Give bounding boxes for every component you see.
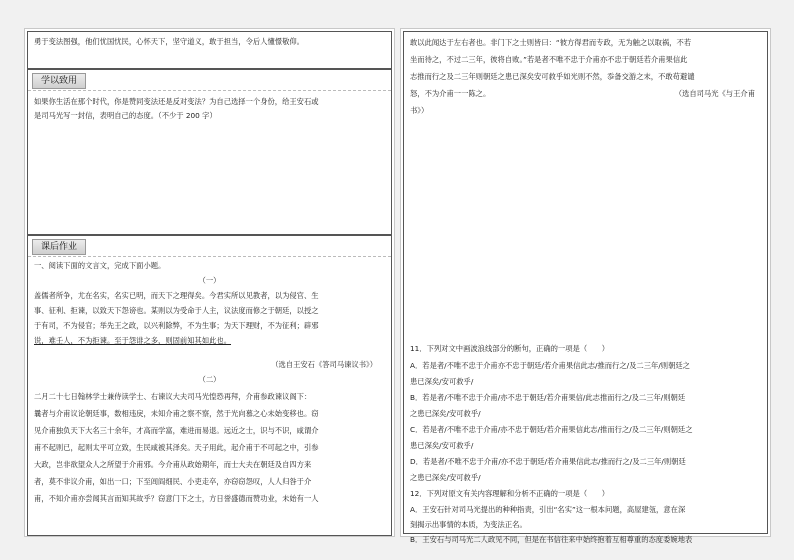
intro-box	[27, 31, 392, 69]
question-12-option[interactable]: B．王安石与司马光二人政见不同，但是在书信往来中始终抱着互相尊重的态度委婉地表	[410, 535, 693, 544]
passage1-source: （选自王安石《答司马谏议书》）	[271, 360, 377, 369]
apply-line: 如果你生活在那个时代，你是赞同变法还是反对变法？为自己选择一个身份，给王安石或	[34, 97, 319, 106]
question-11-option[interactable]: D．若是者/不唯不忠于介甫/亦不忠于朝廷/若介甫果信此志/推而行之/及二三年/则朝廷	[410, 457, 686, 466]
passage2-line: 坐而待之，不过二三年，彼将自败。”若是者不唯不忠于介甫亦不忠于朝廷若介甫果信此	[410, 55, 688, 64]
passage1-line: 说，难壬人，不为拒谏。至于怨诽之多，则固前知其如此也。	[34, 336, 232, 345]
intro-line: 勇于变法图强，他们忧国忧民，心怀天下，坚守道义，敢于担当，令后人懂憬敬仰。	[34, 37, 304, 46]
passage2-line: 怒，不为介甫一一陈之。	[410, 89, 491, 98]
left-page	[24, 28, 395, 537]
passage2-source-end: 书》）	[410, 106, 429, 115]
passage2-line: 见介甫独负天下大名三十余年，才高而学富，难进而易退。远近之士，识与不识，咸谓介	[34, 426, 319, 435]
passage2-line: 曩者与介甫议论朝廷事，数相违戾，未知介甫之察不察，然于光向慕之心未始变移也。窃	[34, 409, 319, 418]
homework-section-title: 课后作业	[32, 239, 86, 255]
question-11-option: 患已深矣/安可救乎/	[410, 377, 474, 386]
question-11-option: 之患已深矣/安可救乎/	[410, 409, 481, 418]
question-11-option[interactable]: B．若是者/不唯不忠于介甫/亦不忠于朝廷/若介甫果信/此志推而行之/及二三年/则朝廷	[410, 393, 686, 402]
passage2-source: （选自司马光《与王介甫	[674, 89, 755, 98]
question-12-stem: 12．下列对原文有关内容理解和分析不正确的一项是（ ）	[410, 489, 610, 498]
apply-line: 是司马光写一封信，表明自己的态度。（不少于 200 字）	[34, 111, 217, 120]
apply-section	[27, 69, 392, 235]
passage2-line: 甫不起则已，起则太平可立致，生民咸被其泽矣。天子用此，起介甫于不可起之中，引参	[34, 443, 319, 452]
passage1-line: 盖儒者所争，尤在名实，名实已明，而天下之理得矣。今君实所以见教者，以为侵官、生	[34, 291, 319, 300]
passage2-line: 者，莫不非议介甫，如出一口；下至闾阎细民、小吏走卒，亦窃窃怨叹，人人归咎于介	[34, 477, 312, 486]
right-content-box	[403, 31, 768, 544]
divider	[28, 90, 391, 91]
homework-section	[27, 235, 392, 536]
passage2-line: 大政，岂非欲望众人之所望于介甫邪。今介甫从政始期年，而士大夫在朝廷及自四方来	[34, 460, 312, 469]
question-11-option: 之患已深矣/安可救乎/	[410, 473, 481, 482]
question-11-option[interactable]: A．若是者/不唯不忠于介甫亦不忠于朝廷/若介甫果信此志/推而行之/及二三年/则朝廷之	[410, 361, 690, 370]
right-page	[400, 28, 771, 544]
passage2-line: 甫，不知介甫亦尝闻其言而知其故乎？窃意门下之士，方日誉盛德而赞功业，未始有一人	[34, 494, 319, 503]
question-12-option[interactable]: A．王安石针对司马光提出的种种指责，引出“名实”这一根本问题，高屋建瓴，意在深	[410, 505, 686, 514]
question-11-option[interactable]: C．若是者/不唯不忠于介甫/亦不忠于朝廷/若介甫果信此志/推而行之/及二三年/则朝廷之	[410, 425, 693, 434]
passage2-line: 敢以此闻达于左右者也。非门下之士则皆曰：“彼方得君而专政，无为触之以取祸，不若	[410, 38, 692, 47]
passage2-line: 志推而行之及二三年则朝廷之患已深矣安可救乎如光则不然，忝备交游之末，不敢苟避谴	[410, 72, 695, 81]
passage2-line: 二月二十七日翰林学士兼侍读学士、右谏议大夫司马光惶恐再拜，介甫参政谏议阁下：	[34, 392, 312, 401]
homework-instruction: 一、阅读下面的文言文，完成下面小题。	[34, 261, 166, 270]
apply-section-title: 学以致用	[32, 73, 86, 89]
part1-heading: （一）	[198, 276, 221, 285]
question-11-stem: 11．下列对文中画波浪线部分的断句，正确的一项是（ ）	[410, 344, 610, 353]
question-11-option: 患已深矣/安可救乎/	[410, 441, 474, 450]
question-12-option: 刻揭示出事情的本质，为变法正名。	[410, 520, 527, 529]
passage1-line: 于有司，不为侵官；举先王之政，以兴利除弊，不为生事；为天下理财，不为征利；辟邪	[34, 321, 319, 330]
passage1-line: 事、征利、拒谏，以致天下怨谤也。某则以为受命于人主，议法度而修之于朝廷，以授之	[34, 306, 319, 315]
part2-heading: （二）	[198, 375, 221, 384]
divider	[28, 256, 391, 257]
